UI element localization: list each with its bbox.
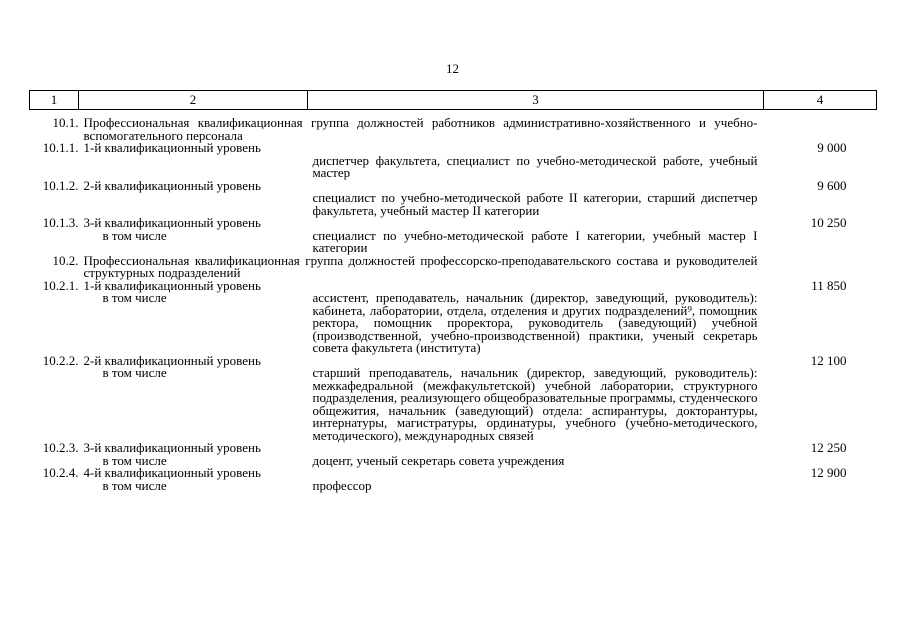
level-name: 4-й квалификационный уровень <box>83 465 261 480</box>
header-col-1: 1 <box>30 91 79 110</box>
empty-cell <box>30 292 79 355</box>
group-title: Профессиональная квалификационная группа должностей профессорско-преподавательского состава и руководителей структурных подразделений <box>83 252 758 280</box>
empty-cell <box>764 255 877 280</box>
subgroup-label: в том числе <box>102 477 167 493</box>
subgroup-label <box>79 155 308 180</box>
empty-cell <box>30 480 79 493</box>
group-number: 10.2. <box>52 252 79 268</box>
table-header-row <box>30 91 877 110</box>
level-number: 10.2.1. <box>42 277 79 293</box>
level-name: 2-й квалификационный уровень <box>83 352 261 368</box>
page-number: 12 <box>446 61 459 76</box>
table-row <box>30 367 877 442</box>
subgroup-label: в том числе <box>102 227 167 243</box>
table-row <box>30 292 877 355</box>
level-number: 10.1.3. <box>42 215 79 230</box>
table-body <box>30 110 877 493</box>
empty-cell <box>764 367 877 442</box>
empty-cell <box>764 230 877 255</box>
header-col-4: 4 <box>764 91 877 110</box>
empty-cell <box>764 155 877 180</box>
salary-value: 9 000 <box>817 140 847 155</box>
level-name: 1-й квалификационный уровень <box>83 277 261 293</box>
positions-list: диспетчер факультета, специалист по учебно-методической работе, учебный мастер <box>312 152 758 180</box>
salary-value: 12 900 <box>810 465 847 480</box>
subgroup-label: в том числе <box>102 290 167 305</box>
level-number: 10.2.3. <box>42 440 79 455</box>
level-name: 2-й квалификационный уровень <box>83 177 261 193</box>
positions-list: специалист по учебно-методической работе I категории, учебный мастер I категории <box>312 227 758 255</box>
salary-value: 12 100 <box>810 352 847 368</box>
empty-cell <box>764 110 877 143</box>
table-row <box>30 255 877 280</box>
positions-list: старший преподаватель, начальник (директор, заведующий, руководитель): межкафедральной (межфакультетской) учебной лаборатории, структурного подразделения, реализующего общеобразовательные программы, студенческого общежития, начальник (заведующий) отдела: аспирантуры, докторантуры, интернатуры, магистратуры, ординатуры, учебного (учебно-методического, методического), международных связей <box>312 365 758 443</box>
level-number: 10.2.2. <box>42 352 79 368</box>
table-row <box>30 155 877 180</box>
empty-cell <box>30 155 79 180</box>
positions-list: специалист по учебно-методической работе II категории, старший диспетчер факультета, учебный мастер II категории <box>312 190 758 218</box>
level-number: 10.2.4. <box>42 465 79 480</box>
salary-value: 12 250 <box>810 440 847 455</box>
empty-cell <box>30 367 79 442</box>
salary-value: 11 850 <box>811 277 847 293</box>
level-name: 1-й квалификационный уровень <box>83 140 261 155</box>
level-number: 10.1.2. <box>42 177 79 193</box>
header-col-2: 2 <box>79 91 308 110</box>
positions-list: профессор <box>312 477 372 493</box>
table-row <box>30 110 877 143</box>
empty-cell <box>30 192 79 217</box>
table-row <box>30 230 877 255</box>
empty-cell <box>764 480 877 493</box>
group-number: 10.1. <box>52 115 79 130</box>
salary-value: 9 600 <box>817 177 847 193</box>
salary-value: 10 250 <box>810 215 847 230</box>
subgroup-label: в том числе <box>102 452 167 468</box>
table-row <box>30 480 877 493</box>
empty-cell <box>308 467 764 480</box>
subgroup-label: в том числе <box>102 365 167 380</box>
empty-cell <box>30 230 79 255</box>
subgroup-label <box>79 192 308 217</box>
empty-cell <box>764 292 877 355</box>
positions-list: ассистент, преподаватель, начальник (директор, заведующий, руководитель): кабинета, лаборатории, отдела, отделения и других подразделений⁹, помощник ректора, помощник проректора, руководитель (заведующий) учебной (производственной, учебно-производственной) практики, ученый секретарь совета факультета (института) <box>312 290 758 355</box>
empty-cell <box>764 192 877 217</box>
level-name: 3-й квалификационный уровень <box>83 215 261 230</box>
table-row <box>30 192 877 217</box>
header-col-3: 3 <box>308 91 764 110</box>
level-name: 3-й квалификационный уровень <box>83 440 261 455</box>
group-title: Профессиональная квалификационная группа должностей работников административно-хозяйственного и учебно-вспомогательного персонала <box>83 115 758 143</box>
positions-list: доцент, ученый секретарь совета учреждения <box>312 452 565 468</box>
salary-table <box>29 90 877 492</box>
level-number: 10.1.1. <box>42 140 79 155</box>
